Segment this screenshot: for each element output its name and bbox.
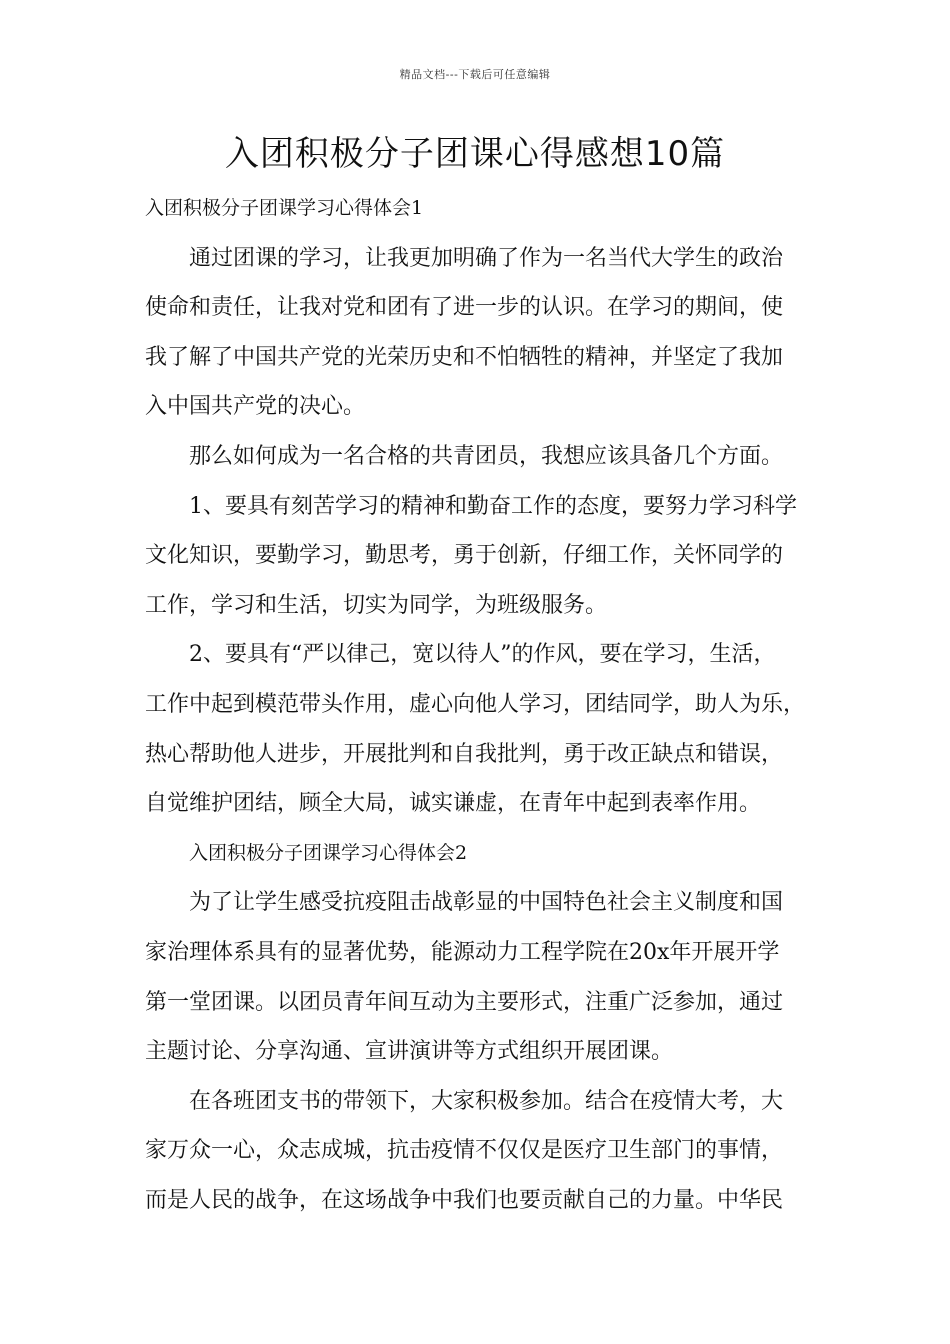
paragraph-line: 1、要具有刻苦学习的精神和勤奋工作的态度，要努力学习科学 <box>189 493 797 519</box>
document-title: 入团积极分子团课心得感想10篇 <box>224 134 726 174</box>
paragraph-line: 家治理体系具有的显著优势，能源动力工程学院在20x年开展开学 <box>145 939 780 965</box>
paragraph-line: 热心帮助他人进步，开展批判和自我批判，勇于改正缺点和错误， <box>145 741 784 767</box>
header-note: 精品文档---下载后可任意编辑 <box>399 68 551 81</box>
paragraph-line: 通过团课的学习，让我更加明确了作为一名当代大学生的政治 <box>189 245 784 271</box>
paragraph-line: 为了让学生感受抗疫阻击战彰显的中国特色社会主义制度和国 <box>189 890 784 916</box>
document-body <box>145 184 825 1225</box>
paragraph-line: 我了解了中国共产党的光荣历史和不怕牺牲的精神，并坚定了我加 <box>145 344 784 370</box>
paragraph-line: 而是人民的战争，在这场战争中我们也要贡献自己的力量。中华民 <box>145 1187 784 1213</box>
section-heading-2: 入团积极分子团课学习心得体会2 <box>189 841 468 864</box>
paragraph-line: 文化知识，要勤学习，勤思考，勇于创新，仔细工作，关怀同学的 <box>145 543 784 569</box>
paragraph-line: 入中国共产党的决心。 <box>145 394 366 420</box>
paragraph-line: 2、要具有“严以律己，宽以待人”的作风，要在学习，生活， <box>189 642 776 668</box>
paragraph-line: 第一堂团课。以团员青年间互动为主要形式，注重广泛参加，通过 <box>145 989 784 1015</box>
paragraph-line: 在各班团支书的带领下，大家积极参加。结合在疫情大考，大 <box>189 1088 784 1114</box>
paragraph-line: 工作中起到模范带头作用，虚心向他人学习，团结同学，助人为乐， <box>145 691 806 717</box>
paragraph-line: 自觉维护团结，顾全大局，诚实谦虚，在青年中起到表率作用。 <box>145 791 762 817</box>
paragraph-line: 那么如何成为一名合格的共青团员，我想应该具备几个方面。 <box>189 443 784 469</box>
section-heading-1: 入团积极分子团课学习心得体会1 <box>145 197 424 219</box>
paragraph-line: 工作，学习和生活，切实为同学，为班级服务。 <box>145 592 608 618</box>
paragraph-line: 家万众一心，众志成城，抗击疫情不仅仅是医疗卫生部门的事情， <box>145 1138 784 1164</box>
paragraph-line: 主题讨论、分享沟通、宣讲演讲等方式组织开展团课。 <box>145 1039 674 1065</box>
paragraph-line: 使命和责任，让我对党和团有了进一步的认识。在学习的期间，使 <box>145 295 784 321</box>
